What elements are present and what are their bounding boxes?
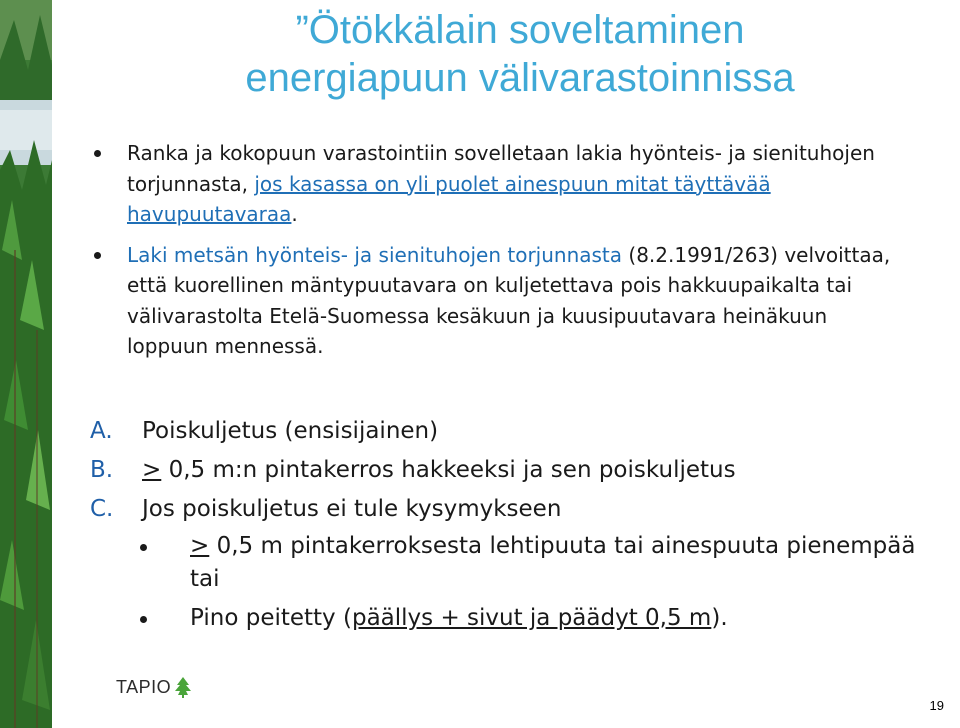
bullet-dot-icon [140,616,147,623]
forest-photo-strip [0,0,52,728]
sub-bullet-item-1 [140,530,930,596]
lettered-list [90,412,930,529]
sub-bullet-item-2 [140,602,930,635]
lettered-a-text: Poiskuljetus (ensisijainen) [142,418,439,444]
title-line-1: ”Ötökkälain soveltaminen [295,8,745,52]
bullet-item-2 [94,240,914,362]
lettered-item-c [90,490,930,529]
greater-than-symbol: > [142,457,162,483]
page-number: 19 [929,698,944,713]
lettered-c-text: Jos poiskuljetus ei tule kysymykseen [142,496,562,522]
lettered-b-body: 0,5 m:n pintakerros hakkeeksi ja sen poiskuljetus [161,457,736,483]
bullet-1-underlined-text: jos kasassa on yli puolet ainespuun mitat täyttävää havupuutavaraa [127,171,771,226]
bullet-dot-icon [94,252,101,259]
bullet-dot-icon [94,150,101,157]
lettered-b-text [142,451,736,490]
bullet-list [94,138,914,362]
slide-title [100,6,940,102]
bullet-item-1 [94,138,914,230]
bullet-2-text: (8.2.1991/263) velvoittaa, että kuorellinen mäntypuutavara on kuljetettava pois hakkuupaikalta tai välivarastolta Etelä-Suomessa kesäkuun ja kuusipuutavara heinäkuun loppuun mennessä. [127,242,891,358]
bullet-1-period: . [291,202,298,226]
tapio-logo [116,676,192,698]
sub-bullet-1-text: 0,5 m pintakerroksesta lehtipuuta tai ainespuuta pienempää tai [190,533,916,592]
lettered-item-a [90,412,930,451]
bullet-2-law-name: Laki metsän hyönteis- ja sienituhojen torjunnasta [127,242,629,267]
tree-icon [174,676,192,698]
sub-bullet-2-prefix: Pino peitetty ( [190,605,352,631]
bullet-1-text: Ranka ja kokopuun varastointiin sovelletaan lakia hyönteis- ja sienituhojen torjunnasta, [127,141,875,196]
sub-bullet-2-underlined: päällys + sivut ja päädyt 0,5 m [351,605,712,631]
logo-text: TAPIO [116,676,172,697]
sub-bullet-2-suffix: ). [711,605,728,631]
lettered-item-b [90,451,930,490]
sub-bullet-list [140,530,930,641]
letter-a: A. [90,418,113,444]
bullet-dot-icon [140,544,147,551]
letter-c: C. [90,496,114,522]
letter-b: B. [90,457,114,483]
title-line-2: energiapuun välivarastoinnissa [245,56,795,100]
greater-than-symbol: > [190,533,210,559]
